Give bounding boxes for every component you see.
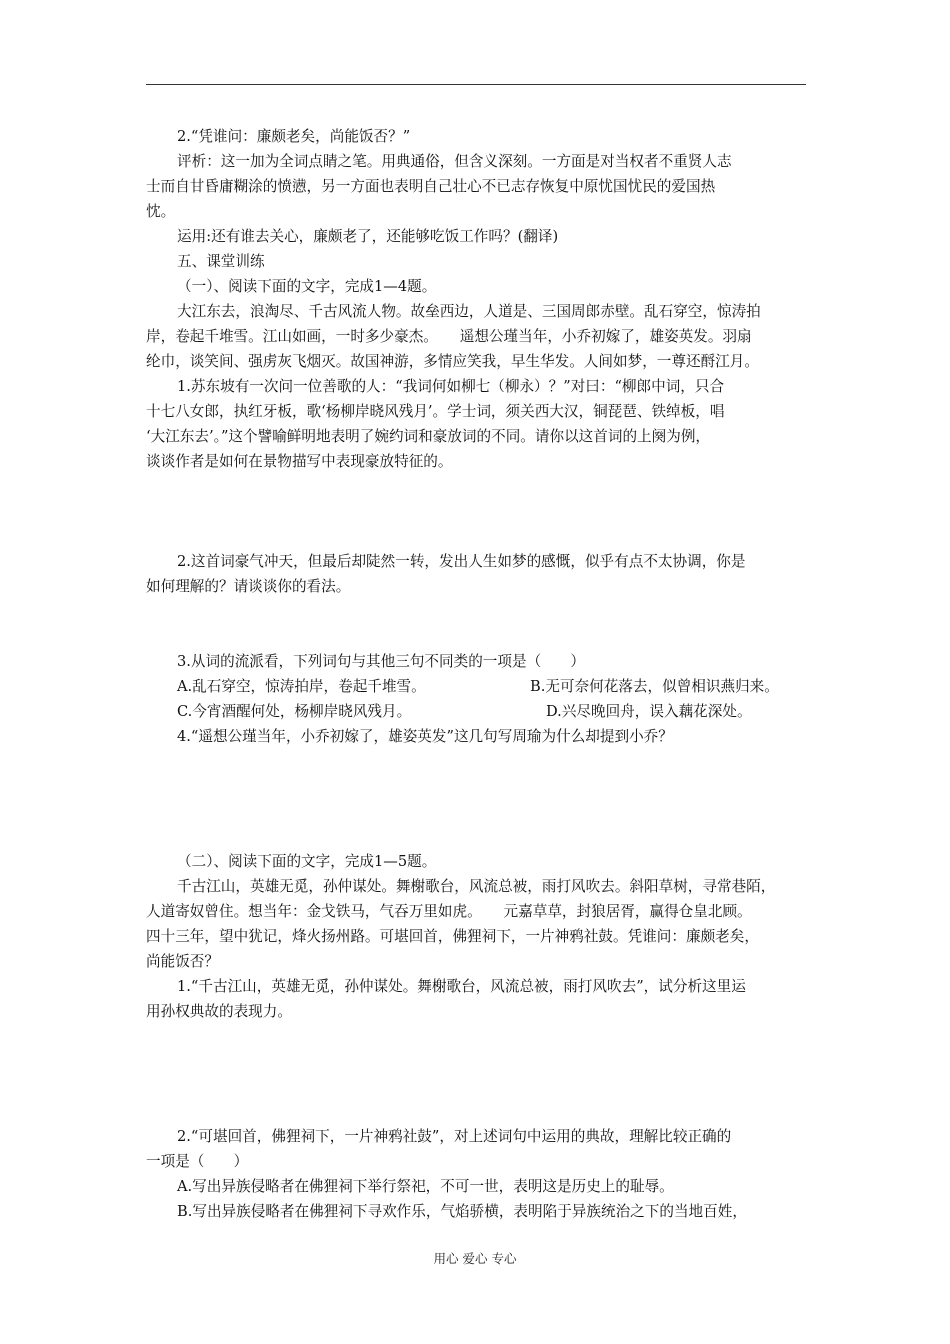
poem-line: 千古江山，英雄无觅，孙仲谋处。舞榭歌台，风流总被，雨打风吹去。斜阳草树，寻常巷陌， xyxy=(177,878,776,895)
question-line: 谈谈作者是如何在景物描写中表现豪放特征的。 xyxy=(146,453,453,470)
question-line: 十七八女郎，执红牙板，歌‘杨柳岸晓风残月’。学士词，须关西大汉，铜琵琶、铁绰板，唱 xyxy=(146,403,725,420)
poem-line: 尚能饭否？ xyxy=(146,953,219,970)
choice-a: A.乱石穿空，惊涛拍岸，卷起千堆雪。 xyxy=(177,678,426,695)
question-line: 用孙权典故的表现力。 xyxy=(146,1003,292,1020)
text-line: 士而自甘昏庸糊涂的愤懑，另一方面也表明自己壮心不已志存恢复中原忧国忧民的爱国热 xyxy=(146,178,716,195)
text-line: 2.“凭谁问：廉颇老矣，尚能饭否？” xyxy=(177,128,411,145)
choice-b: B.无可奈何花落去，似曾相识燕归来。 xyxy=(530,678,779,695)
choice-a: A.写出异族侵略者在佛狸祠下举行祭祀，不可一世，表明这是历史上的耻辱。 xyxy=(177,1178,674,1195)
question-line: 2.这首词豪气冲天，但最后却陡然一转，发出人生如梦的感慨，似乎有点不太协调，你是 xyxy=(177,553,746,570)
question-line: 4.“遥想公瑾当年，小乔初嫁了，雄姿英发”这几句写周瑜为什么却提到小乔？ xyxy=(177,728,673,745)
question-line: 2.“可堪回首，佛狸祠下，一片神鸦社鼓”，对上述词句中运用的典故，理解比较正确的 xyxy=(177,1128,732,1145)
choice-c: C.今宵酒醒何处，杨柳岸晓风残月。 xyxy=(177,703,412,720)
section-heading: 五、课堂训练 xyxy=(177,253,265,270)
question-line: ‘大江东去’。”这个譬喻鲜明地表明了婉约词和豪放词的不同。请你以这首词的上阕为例， xyxy=(146,428,711,445)
page-footer: 用心 爱心 专心 xyxy=(433,1251,517,1266)
subsection-heading: （二）、阅读下面的文字，完成1—5题。 xyxy=(177,853,437,870)
choice-b: B.写出异族侵略者在佛狸祠下寻欢作乐，气焰骄横，表明陷于异族统治之下的当地百姓， xyxy=(177,1203,747,1220)
question-line: 3.从词的流派看，下列词句与其他三句不同类的一项是（ ） xyxy=(177,653,585,670)
poem-line: 四十三年，望中犹记，烽火扬州路。可堪回首，佛狸祠下，一片神鸦社鼓。凭谁问：廉颇老矣， xyxy=(146,928,759,945)
choice-d: D.兴尽晚回舟，误入藕花深处。 xyxy=(546,703,752,720)
poem-line: 岸，卷起千堆雪。江山如画，一时多少豪杰。 遥想公瑾当年，小乔初嫁了，雄姿英发。羽扇 xyxy=(146,328,752,345)
question-line: 1.苏东坡有一次问一位善歌的人：“我词何如柳七（柳永）？”对曰：“柳郎中词，只合 xyxy=(177,378,725,395)
text-line: 评析：这一加为全词点睛之笔。用典通俗，但含义深刻。一方面是对当权者不重贤人志 xyxy=(177,153,732,170)
header-rule xyxy=(146,84,806,85)
poem-line: 人道寄奴曾住。想当年：金戈铁马，气吞万里如虎。 元嘉草草，封狼居胥，赢得仓皇北顾。 xyxy=(146,903,752,920)
text-line: 忱。 xyxy=(146,203,176,220)
question-line: 如何理解的？请谈谈你的看法。 xyxy=(146,578,351,595)
poem-line: 大江东去，浪淘尽、千古风流人物。故垒西边，人道是、三国周郎赤壁。乱石穿空，惊涛拍 xyxy=(177,303,761,320)
text-line: 运用:还有谁去关心，廉颇老了，还能够吃饭工作吗？(翻译) xyxy=(177,228,559,245)
question-line: 一项是（ ） xyxy=(146,1153,249,1170)
subsection-heading: （一）、阅读下面的文字，完成1—4题。 xyxy=(177,278,437,295)
question-line: 1.“千古江山，英雄无觅，孙仲谋处。舞榭歌台，风流总被，雨打风吹去”，试分析这里运 xyxy=(177,978,746,995)
poem-line: 纶巾，谈笑间、强虏灰飞烟灭。故国神游，多情应笑我，早生华发。人间如梦，一尊还酹江月。 xyxy=(146,353,759,370)
